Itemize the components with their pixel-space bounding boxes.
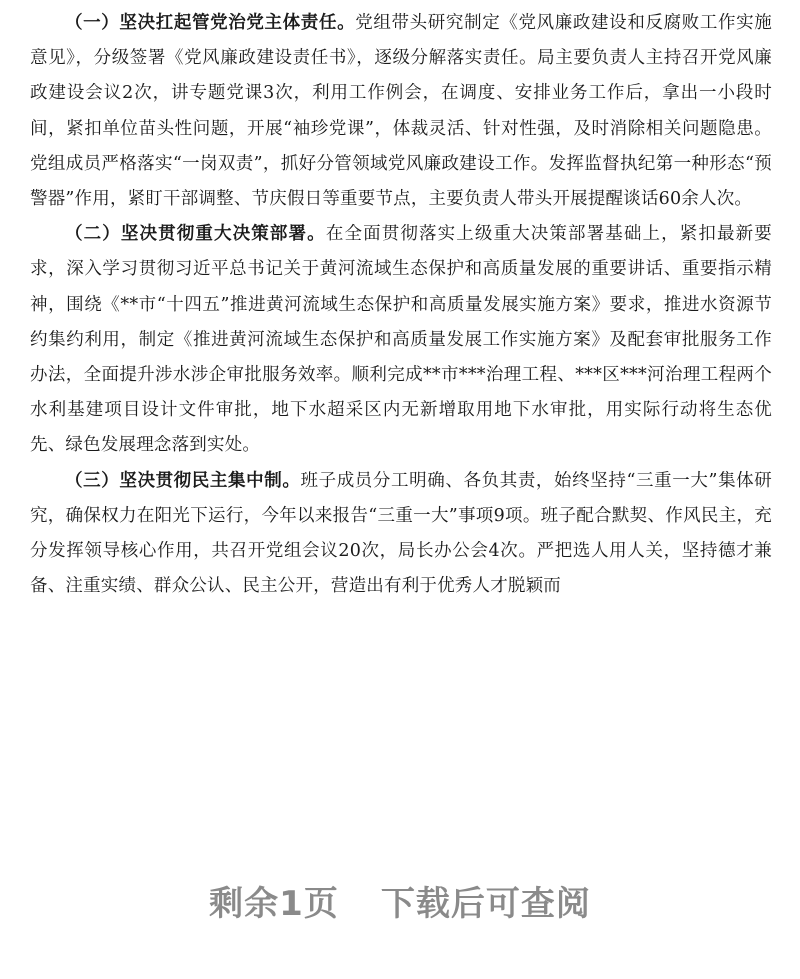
paragraph-3-heading: （三）坚决贯彻民主集中制。 — [65, 470, 301, 491]
paragraph-3 — [30, 464, 772, 605]
document-body — [30, 0, 772, 604]
paragraph-1-heading: （一）坚决扛起管党治党主体责任。 — [65, 13, 356, 33]
download-prompt[interactable] — [0, 876, 800, 925]
paragraph-1-text: 党组带头研究制定《党风廉政建设和反腐败工作实施意见》，分级签署《党风廉政建设责任书》，逐级分解落实责任。局主要负责人主持召开党风廉政建设会议2次，讲专题党课3次，利用工作例会，在调度、安排业务工作后，拿出一小段时间，紧扣单位苗头性问题，开展“袖珍党课”，体裁灵活、针对性强，及时消除相关问题隐患。党组成员严格落实“一岗双责”，抓好分管领域党风廉政建设工作。发挥监督执纪第一种形态“预警器”作用，紧盯干部调整、节庆假日等重要节点，主要负责人带头开展提醒谈话60余人次。 — [30, 13, 772, 210]
paragraph-2-text: 在全面贯彻落实上级重大决策部署基础上，紧扣最新要求，深入学习贯彻习近平总书记关于黄河流域生态保护和高质量发展的重要讲话、重要指示精神，围绕《**市“十四五”推进黄河流域生态保护和高质量发展实施方案》要求，推进水资源节约集约利用，制定《推进黄河流域生态保护和高质量发展工作实施方案》及配套审批服务工作办法，全面提升涉水涉企审批服务效率。顺利完成**市***治理工程、***区***河治理工程两个水利基建项目设计文件审批，地下水超采区内无新增取用地下水审批，用实际行动将生态优先、绿色发展理念落到实处。 — [30, 224, 772, 456]
paragraph-2-heading: （二）坚决贯彻重大决策部署。 — [65, 224, 326, 245]
download-to-view-label: 下载后可查阅 — [380, 884, 591, 924]
paragraph-1 — [30, 0, 772, 217]
paragraph-3-text: 班子成员分工明确、各负其责，始终坚持“三重一大”集体研究，确保权力在阳光下运行，今年以来报告“三重一大”事项9项。班子配合默契、作风民主，充分发挥领导核心作用，共召开党组会议20次，局长办公会4次。严把选人用人关，坚持德才兼备、注重实绩、群众公认、民主公开，营造出有利于优秀人才脱颖而 — [30, 470, 772, 597]
remaining-pages-label: 剩余1页 — [209, 884, 339, 924]
paragraph-2 — [30, 217, 772, 463]
